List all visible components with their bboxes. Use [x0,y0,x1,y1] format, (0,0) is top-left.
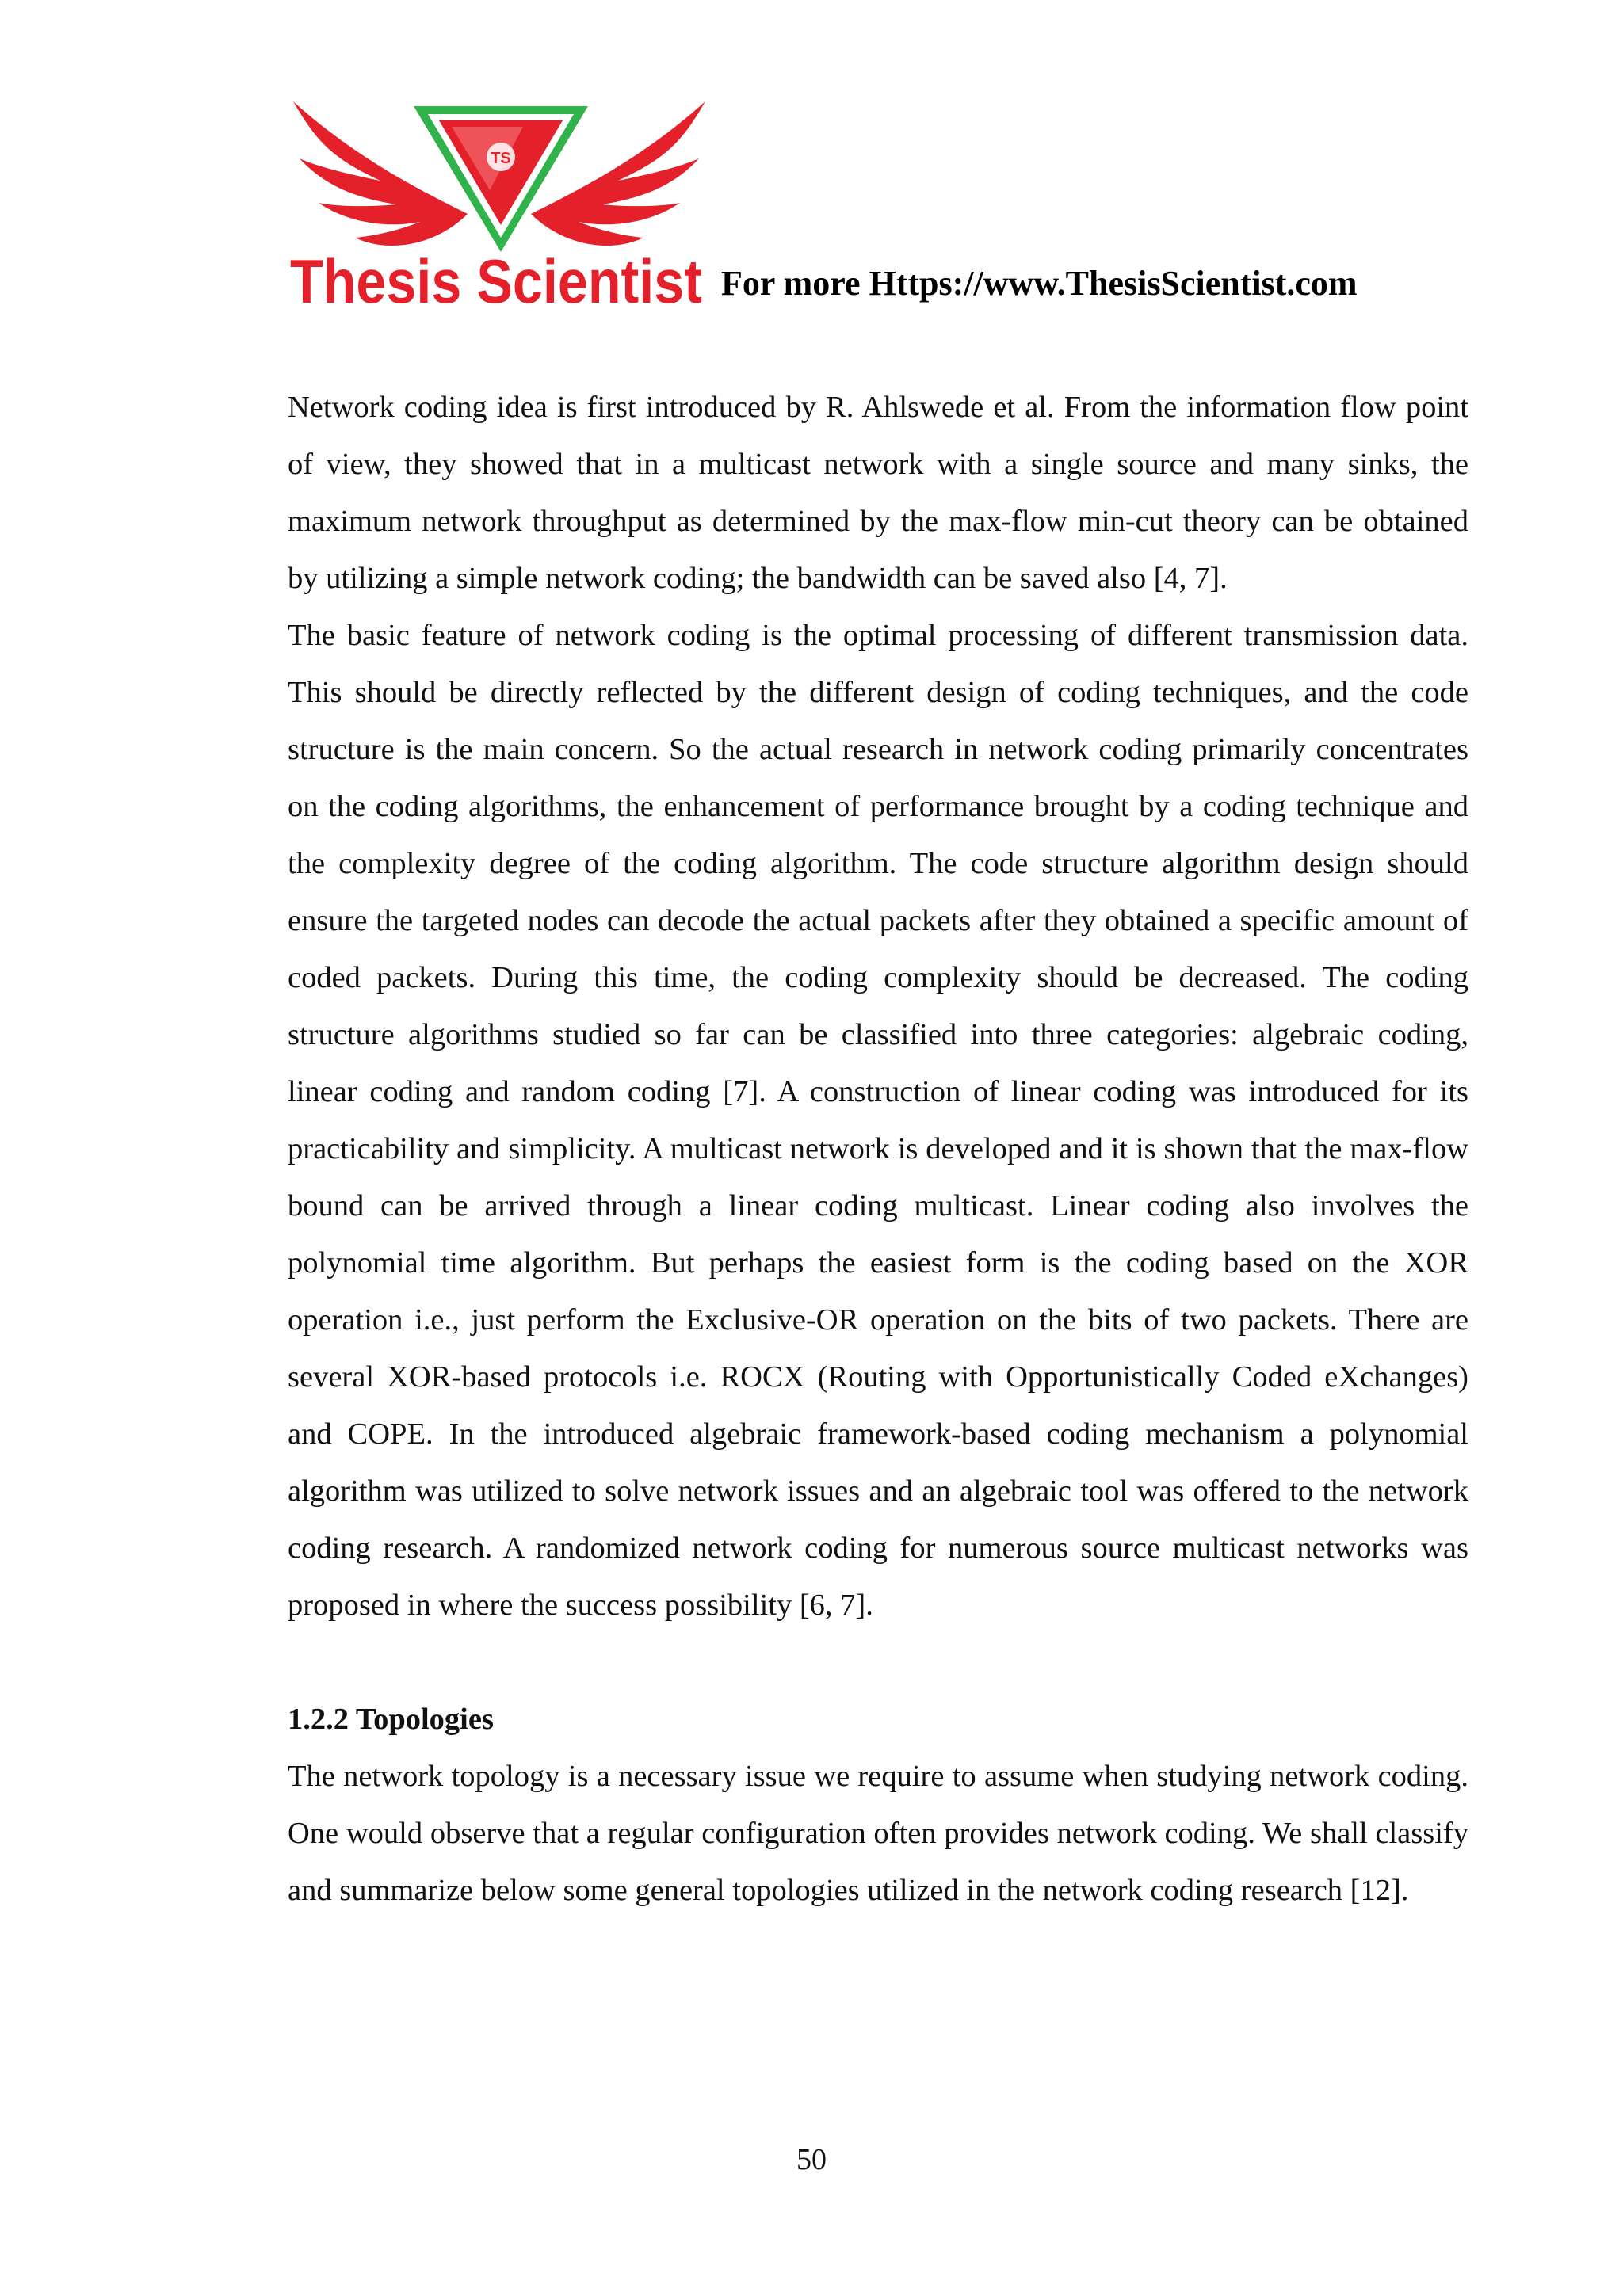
page-number: 50 [796,2143,827,2176]
logo-graphic-icon [285,95,713,317]
section-heading-topologies: 1.2.2 Topologies [288,1703,494,1736]
paragraph-network-coding-features: The basic feature of network coding is the optimal processing of different transmission data. This should be directly reflected by the different design of coding techniques, and the code structure is the main concern. So the actual research in network coding primarily concentrates on the coding algorithms, the enhancement of performance brought by a coding technique and the complexity degree of the coding algorithm. The code structure algorithm design should ensure the targeted nodes can decode the actual packets after they obtained a specific amount of coded packets. During this time, the coding complexity should be decreased. The coding structure algorithms studied so far can be classified into three categories: algebraic coding, linear coding and random coding [7]. A construction of linear coding was introduced for its practicability and simplicity. A multicast network is developed and it is shown that the max-flow bound can be arrived through a linear coding multicast. Linear coding also involves the polynomial time algorithm. But perhaps the easiest form is the coding based on the XOR operation i.e., just perform the Exclusive-OR operation on the bits of two packets. There are several XOR-based protocols i.e. ROCX (Routing with Opportunistically Coded eXchanges) and COPE. In the introduced algebraic framework-based coding mechanism a polynomial algorithm was utilized to solve network issues and an algebraic tool was offered to the network coding research. A randomized network coding for numerous source multicast networks was proposed in where the success possibility [6, 7]. [288,619,1468,1622]
paragraph-topologies: The network topology is a necessary issue we require to assume when studying network coding. One would observe that a regular configuration often provides network coding. We shall classify and summarize below some general topologies utilized in the network coding research [12]. [288,1760,1468,1907]
thesis-scientist-logo [285,95,713,317]
section-spacer [288,1634,1468,1691]
logo-text: Thesis Scientist [290,246,703,316]
svg-text:TS: TS [491,150,511,167]
body-text [288,379,1468,1919]
header-website-link[interactable]: For more Https://www.ThesisScientist.com [721,264,1358,303]
paragraph-network-coding-intro: Network coding idea is first introduced by R. Ahlswede et al. From the information flow point of view, they showed that in a multicast network with a single source and many sinks, the maximum network throughput as determined by the max-flow min-cut theory can be obtained by utilizing a simple network coding; the bandwidth can be saved also [4, 7]. [288,391,1468,595]
